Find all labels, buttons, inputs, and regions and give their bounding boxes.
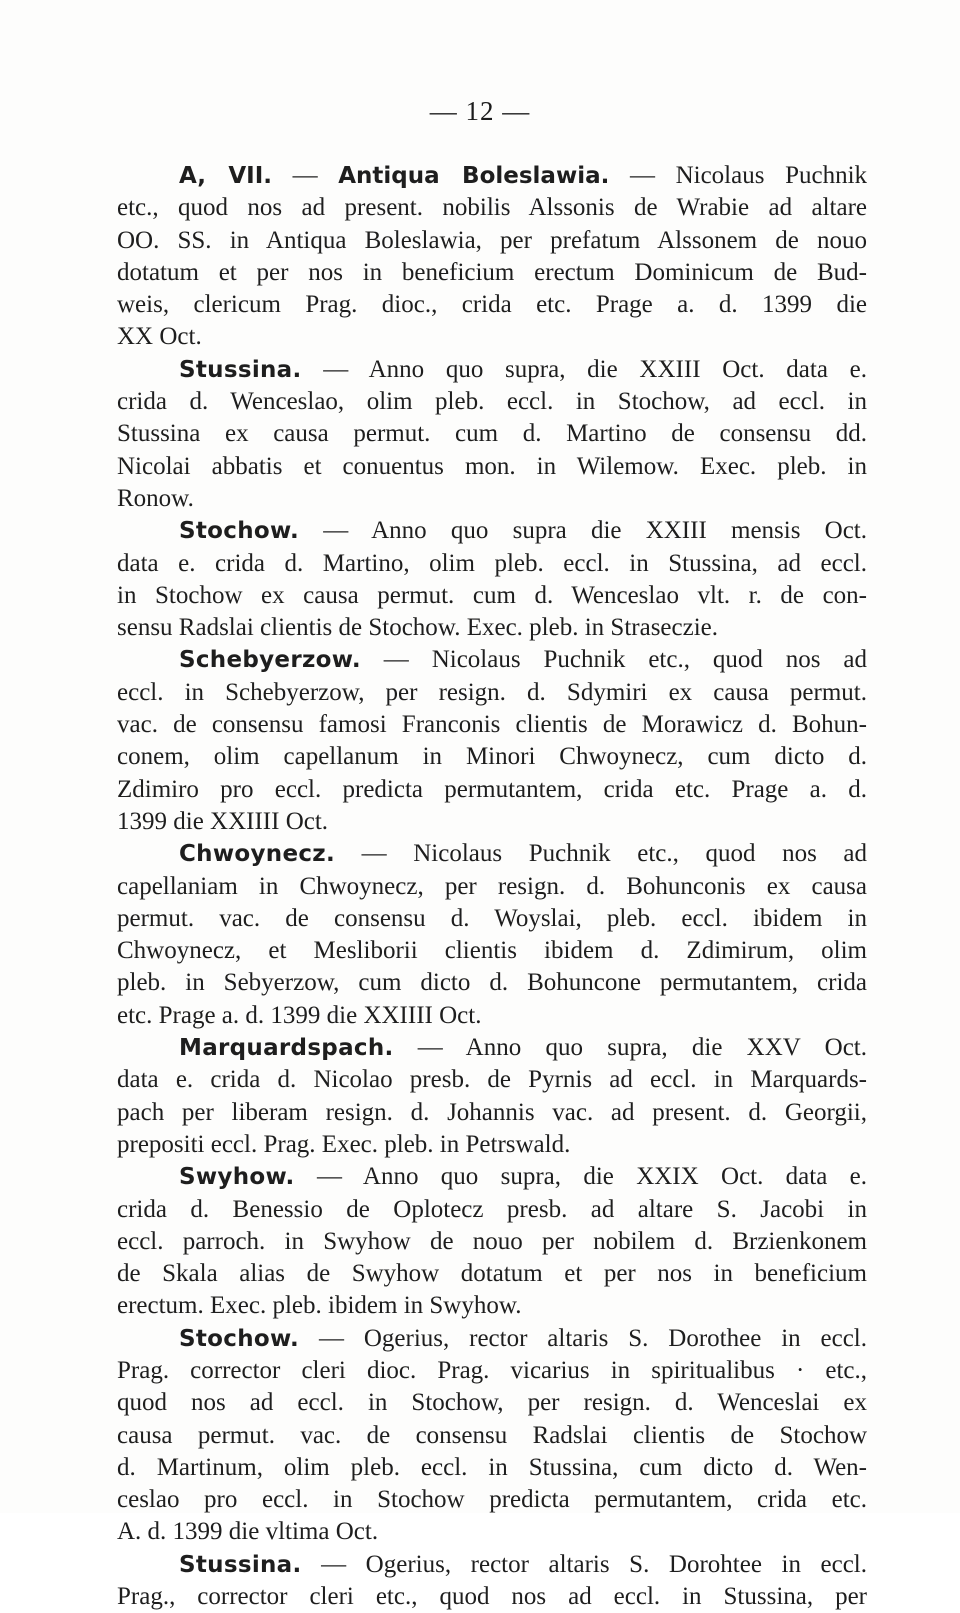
page-number: — 12 — [429, 96, 531, 126]
entry-line [117, 1549, 867, 1581]
entry-line: OO. SS. in Antiqua Boleslawia, per prefatum Alssonem de nouo [117, 226, 867, 254]
entry-swyhow [117, 1161, 867, 1322]
entry-line: 1399 die XXIIII Oct. [117, 807, 329, 835]
entry-line: erectum. Exec. pleb. ibidem in Swyhow. [117, 1292, 522, 1320]
entry-stochow-ogerius [117, 1323, 867, 1549]
entry-line: etc. Prage a. d. 1399 die XXIIII Oct. [117, 1001, 482, 1029]
document-body [117, 160, 867, 1613]
entry-line-text: — Anno quo supra die XXIII mensis Oct. [299, 517, 867, 545]
entry-line: Nicolai abbatis et conuentus mon. in Wilemow. Exec. pleb. in [117, 452, 867, 480]
entry-line: causa permut. vac. de consensu Radslai clientis de Stochow [117, 1421, 867, 1449]
entry-line: pleb. in Sebyerzow, cum dicto d. Bohuncone permutantem, crida [117, 969, 867, 997]
entry-line: de Skala alias de Swyhow dotatum et per nos in beneficium [117, 1260, 867, 1288]
entry-line: d. Martinum, olim pleb. eccl. in Stussina, cum dicto d. Wen- [117, 1453, 867, 1481]
entry-line: data e. crida d. Martino, olim pleb. eccl. in Stussina, ad eccl. [117, 549, 867, 577]
entry-reference: A, VII. [179, 163, 272, 189]
entry-place-heading: Stussina. [179, 356, 302, 383]
entry-line: conem, olim capellanum in Minori Chwoynecz, cum dicto d. [117, 743, 867, 771]
entry-line [117, 644, 867, 676]
entry-antiqua-boleslawia [117, 160, 867, 354]
entry-line [117, 354, 867, 386]
entry-line-text: — Anno quo supra, die XXV Oct. [393, 1034, 867, 1062]
entry-place-heading: Stochow. [179, 1325, 300, 1352]
entry-line-text: — Nicolaus Puchnik etc., quod nos ad [335, 840, 867, 868]
entry-place-heading: Stussina. [179, 1551, 302, 1578]
entry-line-text: — Anno quo supra, die XXIII Oct. data e. [301, 355, 867, 383]
entry-marquardspach [117, 1032, 867, 1161]
entry-line-text: — Nicolaus Puchnik [609, 162, 868, 189]
entry-line [117, 838, 867, 870]
entry-line [117, 1032, 867, 1064]
entry-line: Prag., corrector cleri etc., quod nos ad eccl. in Stussina, per [117, 1583, 867, 1611]
entry-line: data e. crida d. Nicolao presb. de Pyrnis ad eccl. in Marquards- [117, 1066, 867, 1094]
entry-line-text: — Ogerius, rector altaris S. Dorohtee in eccl. [301, 1550, 867, 1578]
entry-place-heading: Swyhow. [179, 1164, 295, 1191]
entry-stochow [117, 515, 867, 644]
entry-line: etc., quod nos ad present. nobilis Alssonis de Wrabie ad altare [117, 194, 867, 222]
entry-line: sensu Radslai clientis de Stochow. Exec. pleb. in Straseczie. [117, 614, 719, 642]
entry-line: quod nos ad eccl. in Stochow, per resign. d. Wenceslai ex [117, 1389, 867, 1417]
entry-line: A, VII. — Antiqua Boleslawia. — Nicolaus Puchnik [179, 162, 868, 189]
entry-line: capellaniam in Chwoynecz, per resign. d. Bohunconis ex causa [117, 872, 867, 900]
entry-line: prepositi eccl. Prag. Exec. pleb. in Petrswald. [117, 1130, 571, 1158]
entry-line: weis, clericum Prag. dioc., crida etc. Prage a. d. 1399 die [117, 291, 867, 319]
entry-place-heading: Stochow. [179, 518, 300, 545]
entry-stussina-ogerius [117, 1549, 867, 1613]
entry-line: Zdimiro pro eccl. predicta permutantem, crida etc. Prage a. d. [117, 775, 867, 803]
entry-line: crida d. Benessio de Oplotecz presb. ad altare S. Jacobi in [117, 1195, 867, 1223]
entry-line: Prag. corrector cleri dioc. Prag. vicarius in spiritualibus · etc., [117, 1356, 867, 1384]
entry-line: eccl. parroch. in Swyhow de nouo per nobilem d. Brzienkonem [117, 1227, 867, 1255]
entry-line: permut. vac. de consensu d. Woyslai, pleb. eccl. ibidem in [117, 904, 867, 932]
entry-stussina [117, 354, 867, 515]
entry-line [117, 1161, 867, 1193]
entry-line: Stussina ex causa permut. cum d. Martino de consensu dd. [117, 420, 867, 448]
entry-line [117, 1323, 867, 1355]
entry-line: XX Oct. [117, 323, 202, 351]
entry-schebyerzow [117, 644, 867, 838]
entry-line-text: — Nicolaus Puchnik etc., quod nos ad [360, 646, 867, 674]
entry-line: dotatum et per nos in beneficium erectum Dominicum de Bud- [117, 258, 867, 286]
entry-place-heading: Schebyerzow. [179, 647, 361, 674]
entry-line: A. d. 1399 die vltima Oct. [117, 1518, 379, 1546]
entry-place-heading: Antiqua Boleslawia. [338, 163, 610, 189]
entry-line: Chwoynecz, et Mesliborii clientis ibidem d. Zdimirum, olim [117, 937, 867, 965]
entry-chwoynecz [117, 838, 867, 1032]
entry-line: eccl. in Schebyerzow, per resign. d. Sdymiri ex causa permut. [117, 678, 867, 706]
entry-line: vac. de consensu famosi Franconis clientis de Morawicz d. Bohun- [117, 711, 867, 739]
entry-line: ceslao pro eccl. in Stochow predicta permutantem, crida etc. [117, 1486, 867, 1514]
entry-line: pach per liberam resign. d. Johannis vac. ad present. d. Georgii, [117, 1098, 867, 1126]
entry-line-text: — Anno quo supra, die XXIX Oct. data e. [294, 1163, 867, 1191]
entry-line-text: — Ogerius, rector altaris S. Dorothee in eccl. [299, 1324, 867, 1352]
entry-line [117, 515, 867, 547]
entry-line: in Stochow ex causa permut. cum d. Wenceslao vlt. r. de con- [117, 581, 867, 609]
entry-place-heading: Chwoynecz. [179, 841, 336, 868]
entry-line: Ronow. [117, 484, 194, 512]
entry-line: crida d. Wenceslao, olim pleb. eccl. in Stochow, ad eccl. in [117, 388, 867, 416]
entry-place-heading: Marquardspach. [179, 1035, 394, 1062]
